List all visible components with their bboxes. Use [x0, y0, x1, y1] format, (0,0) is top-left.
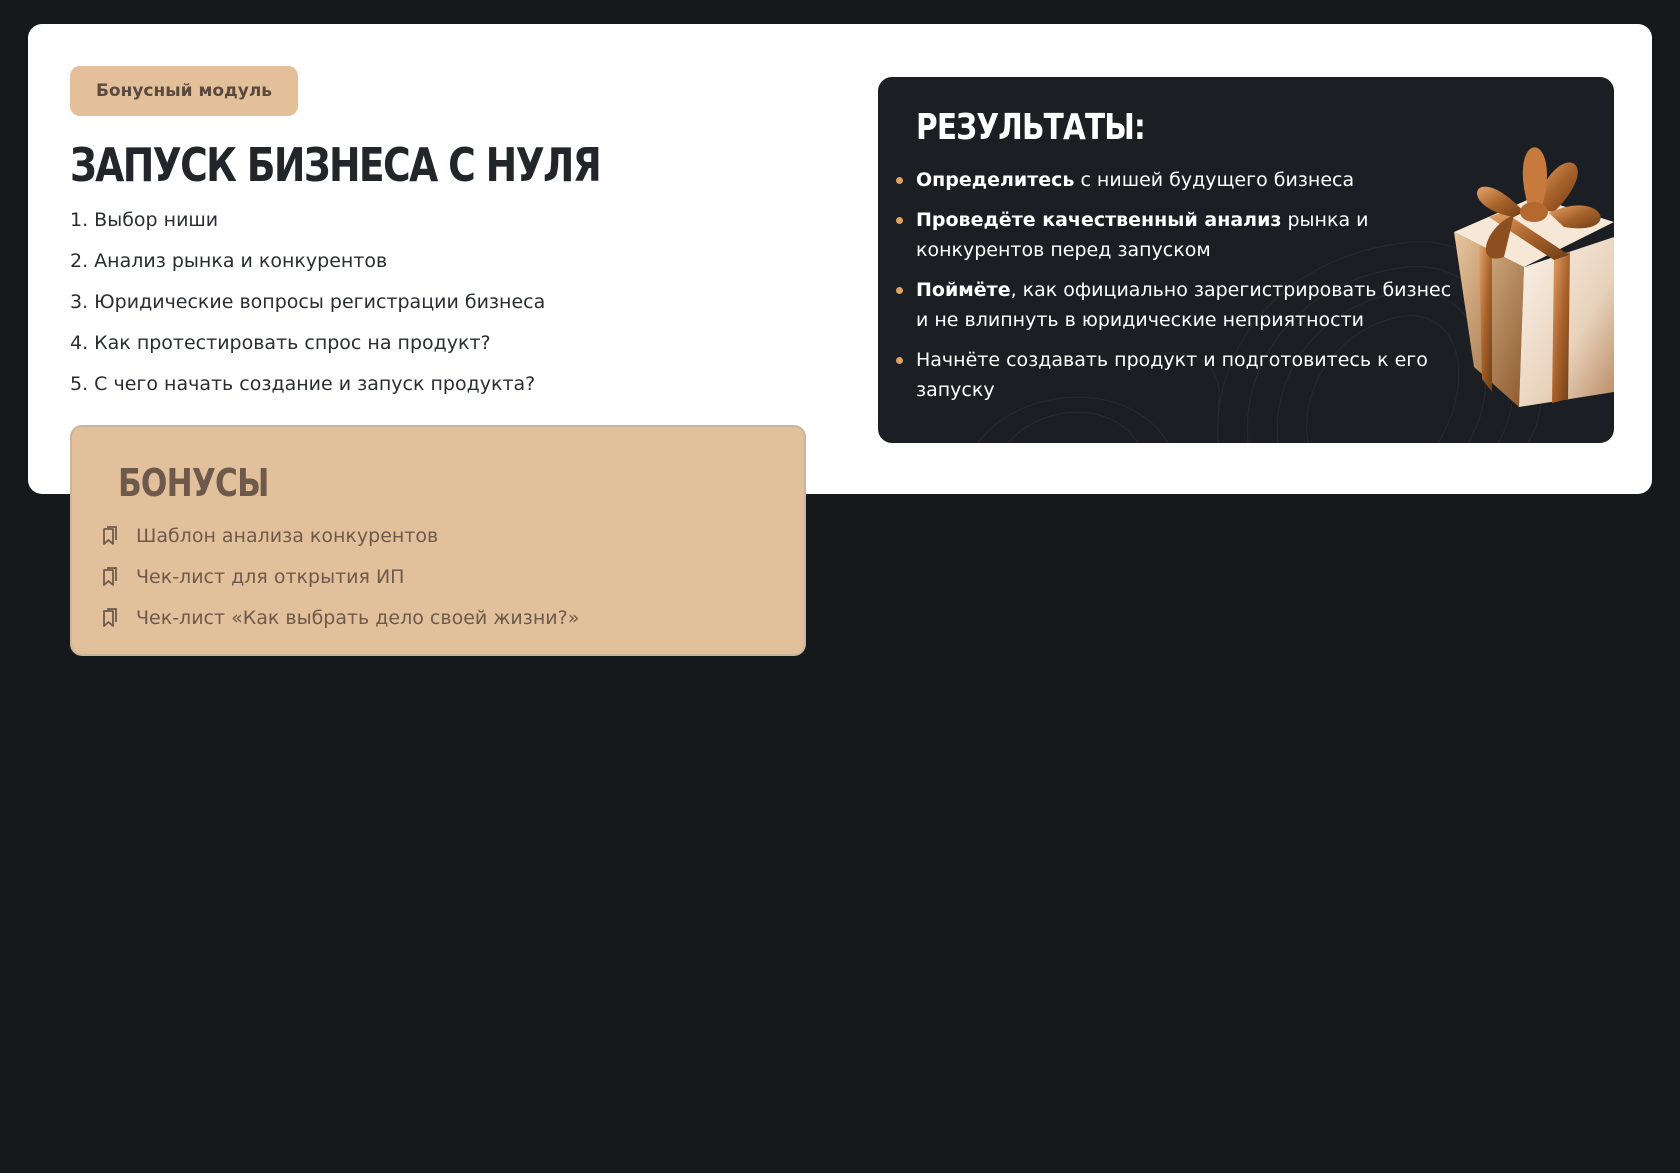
- result-item: [894, 275, 1454, 335]
- bonuses-title: БОНУСЫ: [118, 461, 269, 505]
- lesson-item: 5. С чего начать создание и запуск продукта?: [70, 373, 536, 395]
- bonus-item-label: Шаблон анализа конкурентов: [136, 524, 439, 547]
- result-item-text: с нишей будущего бизнеса: [1074, 169, 1355, 191]
- results-panel: [878, 77, 1614, 443]
- result-item-text: , как официально зарегистрировать бизнес и не влипнуть в юридические неприятности: [916, 279, 1452, 331]
- bonus-item: [100, 515, 579, 556]
- lesson-item: 1. Выбор ниши: [70, 209, 219, 231]
- bullet-dot: [896, 287, 903, 294]
- bonus-item: [100, 556, 579, 597]
- lesson-item: 2. Анализ рынка и конкурентов: [70, 250, 388, 272]
- result-item-bold: Поймёте: [916, 279, 1011, 301]
- bullet-dot: [896, 357, 903, 364]
- bonuses-box: [70, 425, 806, 656]
- result-item-text: рынка и конкурентов перед запуском: [916, 209, 1369, 261]
- bonus-list: [100, 515, 579, 638]
- bonus-module-badge: Бонусный модуль: [70, 66, 298, 116]
- bookmark-icon: [100, 526, 120, 546]
- result-item-bold: Определитесь: [916, 169, 1075, 191]
- result-item: [894, 165, 1454, 195]
- lesson-item: 4. Как протестировать спрос на продукт?: [70, 332, 491, 354]
- bookmark-icon: [100, 567, 120, 587]
- bonus-item-label: Чек-лист для открытия ИП: [136, 565, 405, 588]
- bonus-item: [100, 597, 579, 638]
- bullet-dot: [896, 177, 903, 184]
- results-title: РЕЗУЛЬТАТЫ:: [916, 107, 1146, 148]
- result-item-bold: Проведёте качественный анализ: [916, 209, 1282, 231]
- result-item: [894, 205, 1454, 265]
- result-item: [894, 345, 1454, 405]
- results-list: [894, 165, 1454, 415]
- module-title: ЗАПУСК БИЗНЕСА С НУЛЯ: [70, 138, 601, 192]
- result-item-text: Начнёте создавать продукт и подготовитесь к его запуску: [916, 349, 1428, 401]
- lesson-list: [70, 206, 545, 411]
- gift-box-illustration: [1434, 117, 1614, 417]
- bookmark-icon: [100, 608, 120, 628]
- lesson-item: 3. Юридические вопросы регистрации бизнеса: [70, 291, 546, 313]
- bullet-dot: [896, 217, 903, 224]
- bonus-item-label: Чек-лист «Как выбрать дело своей жизни?»: [136, 606, 580, 629]
